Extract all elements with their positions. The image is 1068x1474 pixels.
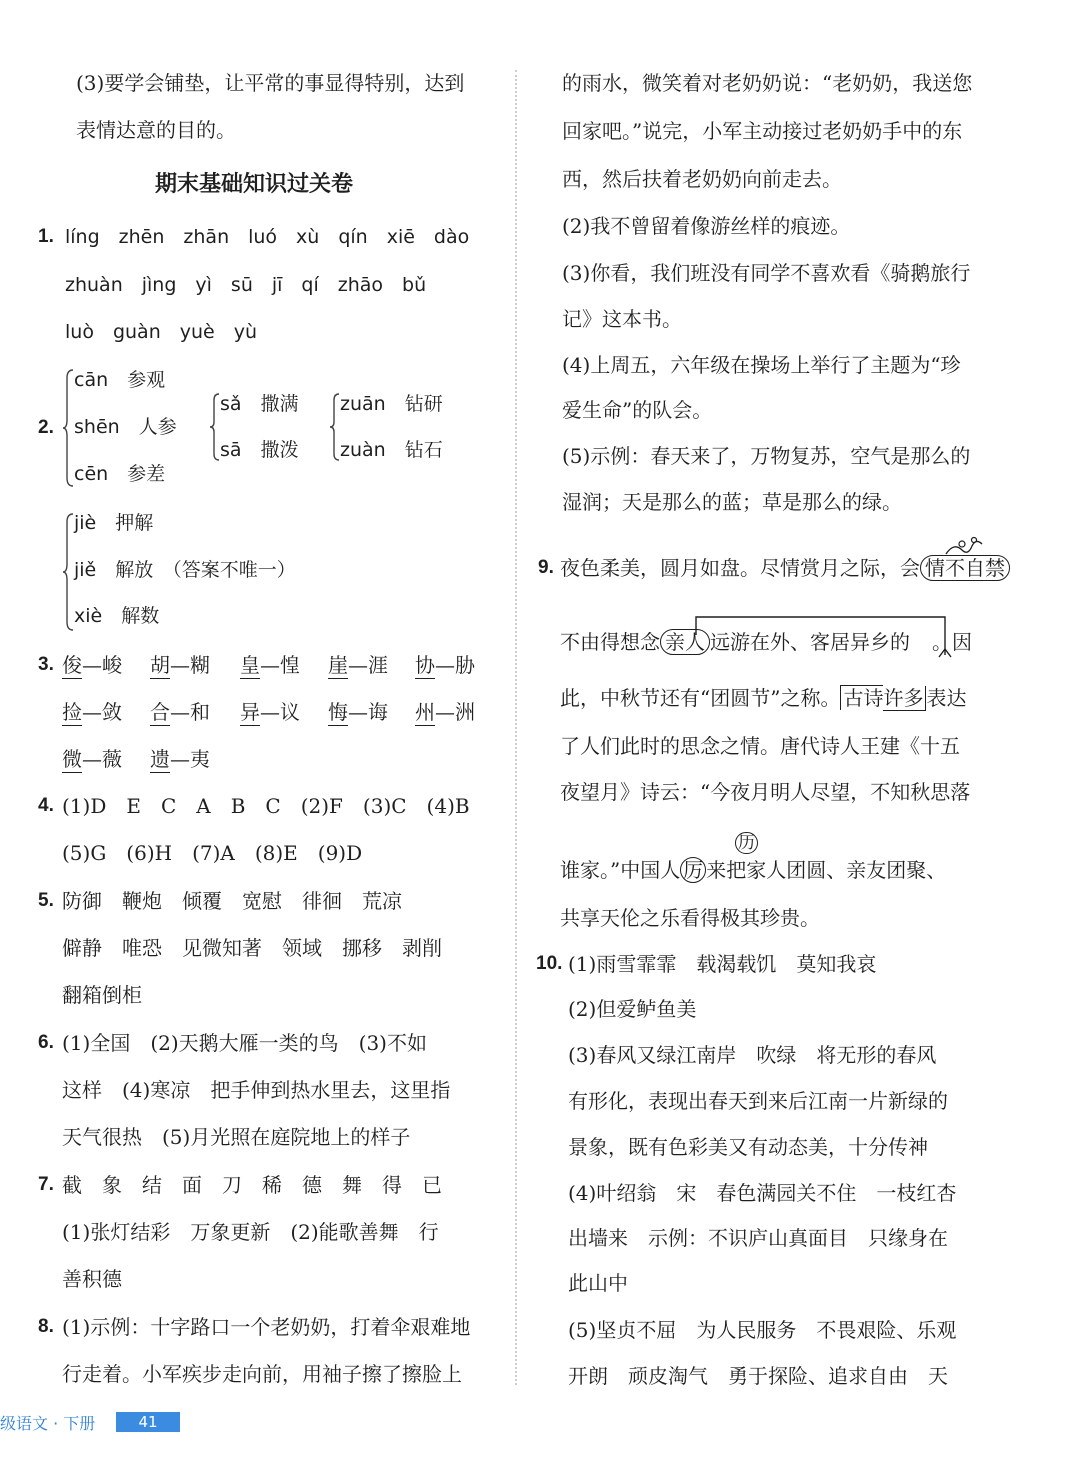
text-line: 夜色柔美，圆月如盘。尽情赏月之际，会 情不自禁 — [560, 553, 1010, 583]
question-number: 6. — [38, 1032, 54, 1053]
text-line: 此，中秋节还有“团圆节”之称。 古诗许多 表达 — [560, 686, 967, 710]
answer-line: 行走着。小军疾步走向前，用袖子擦了擦脸上 — [62, 1362, 462, 1386]
answer-line: xiè 解数 — [74, 605, 160, 627]
column-divider — [515, 70, 517, 1385]
inserted-character: 历 — [735, 828, 758, 858]
swap-mark: 古诗 — [840, 685, 883, 710]
answer-line: 截 象 结 面 刀 稀 德 舞 得 已 — [62, 1173, 442, 1197]
question-number: 1. — [38, 226, 54, 247]
answer-line: 开朗 顽皮淘气 勇于探险、追求自由 天 — [568, 1364, 948, 1388]
circled-character: 厉 — [680, 857, 706, 883]
text-line: 回家吧。”说完，小军主动接过老奶奶手中的东 — [562, 119, 963, 143]
word-pair: 胡—糊 — [150, 653, 210, 677]
question-number: 5. — [38, 890, 54, 911]
text-line: 夜望月》诗云：“今夜月明人尽望，不知秋思落 — [560, 780, 971, 804]
text-line: (2)我不曾留着像游丝样的痕迹。 — [562, 214, 851, 238]
text-line: 记》这本书。 — [562, 307, 682, 331]
answer-line: (3)春风又绿江南岸 吹绿 将无形的春风 — [568, 1043, 937, 1067]
word-pair: 遗—夷 — [150, 747, 210, 771]
section-title: 期末基础知识过关卷 — [155, 172, 354, 197]
question-number: 4. — [38, 795, 54, 816]
pinyin-line: zhuàn jìng yì sū jī qí zhāo bǔ — [65, 274, 427, 296]
text-line: 西，然后扶着老奶奶向前走去。 — [562, 167, 842, 191]
answer-line: (2)但爱鲈鱼美 — [568, 997, 697, 1021]
answer-line: 有形化，表现出春天到来后江南一片新绿的 — [568, 1089, 948, 1113]
answer-line: (1)全国 (2)天鹅大雁一类的鸟 (3)不如 — [62, 1031, 427, 1055]
answer-line: jiě 解放 （答案不唯一） — [74, 559, 296, 581]
circled-phrase: 亲人 — [660, 629, 710, 655]
text-line: (5)示例：春天来了，万物复苏，空气是那么的 — [562, 444, 971, 468]
word-pair: 州—洲 — [415, 700, 475, 724]
answer-line: (5)坚贞不屈 为人民服务 不畏艰险、乐观 — [568, 1318, 957, 1342]
text-line: 共享天伦之乐看得极其珍贵。 — [560, 906, 820, 930]
answer-line: (1)张灯结彩 万象更新 (2)能歌善舞 行 — [62, 1220, 439, 1244]
answer-line: 翻箱倒柜 — [62, 983, 142, 1007]
text-line: 了人们此时的思念之情。唐代诗人王建《十五 — [560, 734, 960, 758]
question-number: 3. — [38, 654, 54, 675]
answer-line: (1)雨雪霏霏 载渴载饥 莫知我哀 — [568, 952, 877, 976]
circled-phrase: 情不自禁 — [920, 555, 1010, 581]
answer-line: sǎ 撒满 — [220, 393, 299, 415]
answer-line: (1)示例：十字路口一个老奶奶，打着伞艰难地 — [62, 1315, 471, 1339]
question-number: 10. — [536, 953, 563, 974]
pinyin-line: líng zhēn zhān luó xù qín xiē dào — [65, 226, 470, 248]
answer-line: 此山中 — [568, 1271, 628, 1295]
word-pair: 协—胁 — [415, 653, 475, 677]
answer-line: zuān 钻研 — [340, 393, 443, 415]
answer-line: cēn 参差 — [74, 463, 166, 485]
text-line: (4)上周五，六年级在操场上举行了主题为“珍 — [562, 353, 961, 377]
word-pair: 悔—诲 — [328, 700, 388, 724]
delete-mark-icon — [944, 536, 988, 558]
answer-line: 出墙来 示例：不识庐山真面目 只缘身在 — [568, 1226, 948, 1250]
answer-line: zuàn 钻石 — [340, 439, 443, 461]
question-number: 9. — [538, 557, 554, 578]
answer-line: 防御 鞭炮 倾覆 宽慰 徘徊 荒凉 — [62, 889, 402, 913]
answer-line: 善积德 — [62, 1267, 122, 1291]
answer-line: jiè 押解 — [74, 512, 154, 534]
answer-line: 僻静 唯恐 见微知著 领域 挪移 剥削 — [62, 936, 442, 960]
text-line: 不由得想念 亲人 远游在外、客居异乡的 。因 — [560, 630, 972, 654]
pinyin-line: luò guàn yuè yù — [65, 321, 257, 343]
text-line: (3)你看，我们班没有同学不喜欢看《骑鹅旅行 — [562, 261, 971, 285]
answer-line: shēn 人参 — [74, 416, 177, 438]
word-pair: 崖—涯 — [328, 653, 388, 677]
answer-line: sā 撒泼 — [220, 439, 299, 461]
text-line: (3)要学会铺垫，让平常的事显得特别，达到 — [76, 71, 465, 95]
text-line: 谁家。”中国人 厉 来把家人团圆、亲友团聚、 — [560, 858, 947, 882]
brace-icon — [210, 392, 220, 462]
answer-line: (1)D E C A B C (2)F (3)C (4)B — [62, 794, 470, 818]
brace-icon — [330, 392, 340, 462]
text-line: 的雨水，微笑着对老奶奶说：“老奶奶，我送您 — [562, 71, 973, 95]
answer-line: (4)叶绍翁 宋 春色满园关不住 一枝红杏 — [568, 1181, 957, 1205]
word-pair: 俊—峻 — [62, 653, 122, 677]
page-number: 41 — [116, 1412, 180, 1432]
text-line: 表情达意的目的。 — [76, 118, 236, 142]
text-line: 爱生命”的队会。 — [562, 398, 713, 422]
answer-line: (5)G (6)H (7)A (8)E (9)D — [62, 841, 363, 865]
answer-line: 景象，既有色彩美又有动态美，十分传神 — [568, 1135, 928, 1159]
question-number: 8. — [38, 1316, 54, 1337]
word-pair: 异—议 — [240, 700, 300, 724]
word-pair: 皇—惶 — [240, 653, 300, 677]
answer-line: cān 参观 — [74, 369, 166, 391]
answer-line: 这样 (4)寒凉 把手伸到热水里去，这里指 — [62, 1078, 451, 1102]
text-line: 湿润；天是那么的蓝；草是那么的绿。 — [562, 490, 902, 514]
word-pair: 捡—敛 — [62, 700, 122, 724]
word-pair: 微—薇 — [62, 747, 122, 771]
question-number: 2. — [38, 417, 54, 438]
footer-label: 级语文 · 下册 — [0, 1414, 96, 1433]
answer-line: 天气很热 (5)月光照在庭院地上的样子 — [62, 1125, 411, 1149]
word-pair: 合—和 — [150, 700, 210, 724]
question-number: 7. — [38, 1174, 54, 1195]
